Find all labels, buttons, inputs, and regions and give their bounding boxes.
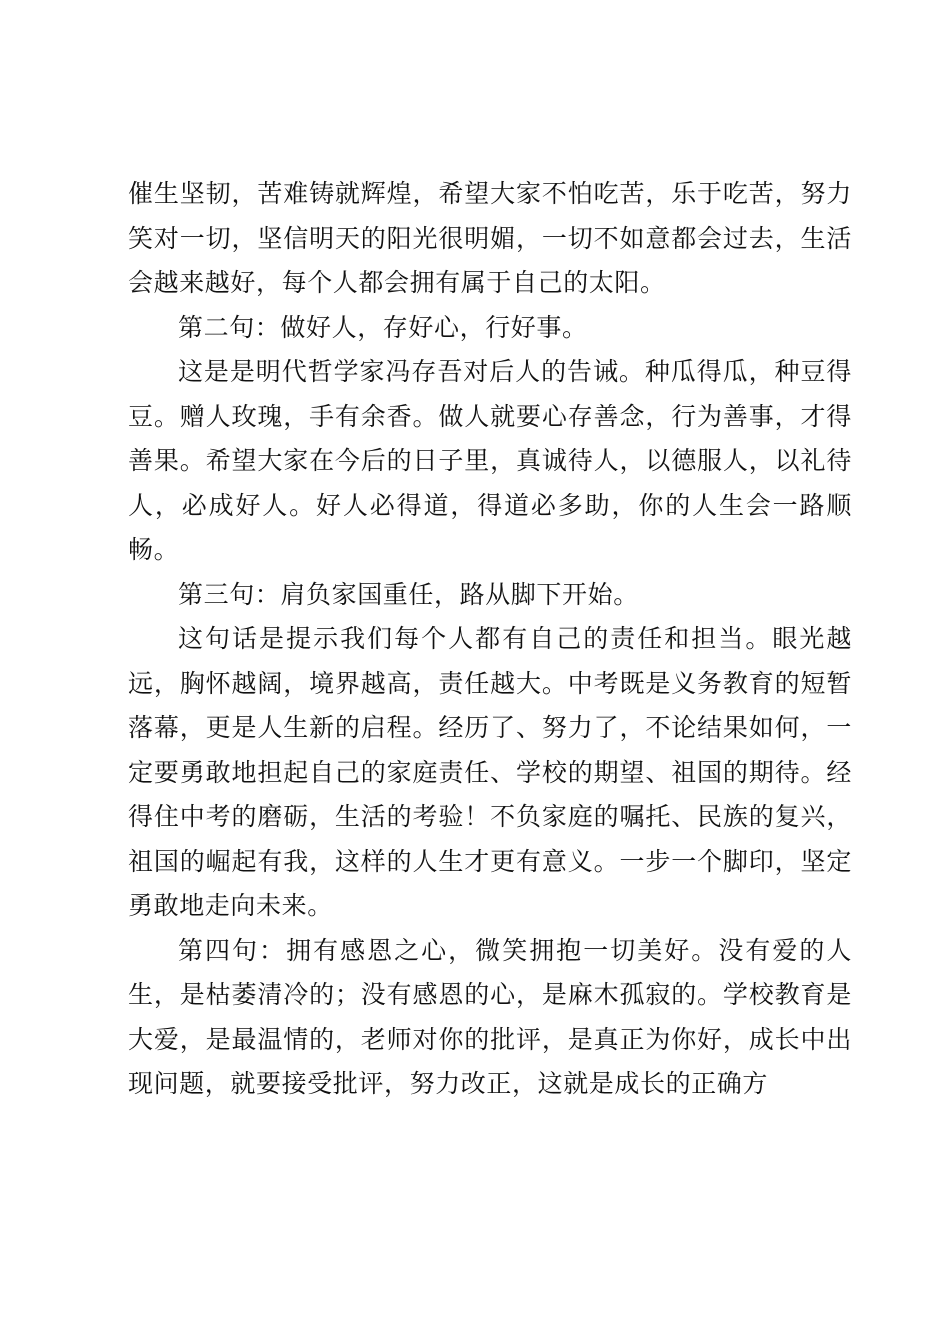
document-body	[128, 172, 852, 1107]
paragraph-continuation: 催生坚韧，苦难铸就辉煌，希望大家不怕吃苦，乐于吃苦，努力笑对一切，坚信明天的阳光很明媚，一切不如意都会过去，生活会越来越好，每个人都会拥有属于自己的太阳。	[128, 179, 852, 297]
paragraph-heading-third: 第三句：肩负家国重任，路从脚下开始。	[178, 579, 639, 609]
paragraph-third-body: 这句话是提示我们每个人都有自己的责任和担当。眼光越远，胸怀越阔，境界越高，责任越大。中考既是义务教育的短暂落幕，更是人生新的启程。经历了、努力了，不论结果如何，一定要勇敢地担起自己的家庭责任、学校的期望、祖国的期待。经得住中考的磨砺，生活的考验！不负家庭的嘱托、民族的复兴，祖国的崛起有我，这样的人生才更有意义。一步一个脚印，坚定勇敢地走向未来。	[128, 624, 852, 920]
paragraph-fourth: 第四句：拥有感恩之心，微笑拥抱一切美好。没有爱的人生，是枯萎清冷的；没有感恩的心，是麻木孤寂的。学校教育是大爱，是最温情的，老师对你的批评，是真正为你好，成长中出现问题，就要接受批评，努力改正，这就是成长的正确方	[128, 935, 852, 1098]
paragraph-heading-second: 第二句：做好人，存好心，行好事。	[178, 312, 588, 342]
paragraph-second-body: 这是是明代哲学家冯存吾对后人的告诫。种瓜得瓜，种豆得豆。赠人玫瑰，手有余香。做人就要心存善念，行为善事，才得善果。希望大家在今后的日子里，真诚待人，以德服人，以礼待人，必成好人。好人必得道，得道必多助，你的人生会一路顺畅。	[128, 357, 852, 564]
